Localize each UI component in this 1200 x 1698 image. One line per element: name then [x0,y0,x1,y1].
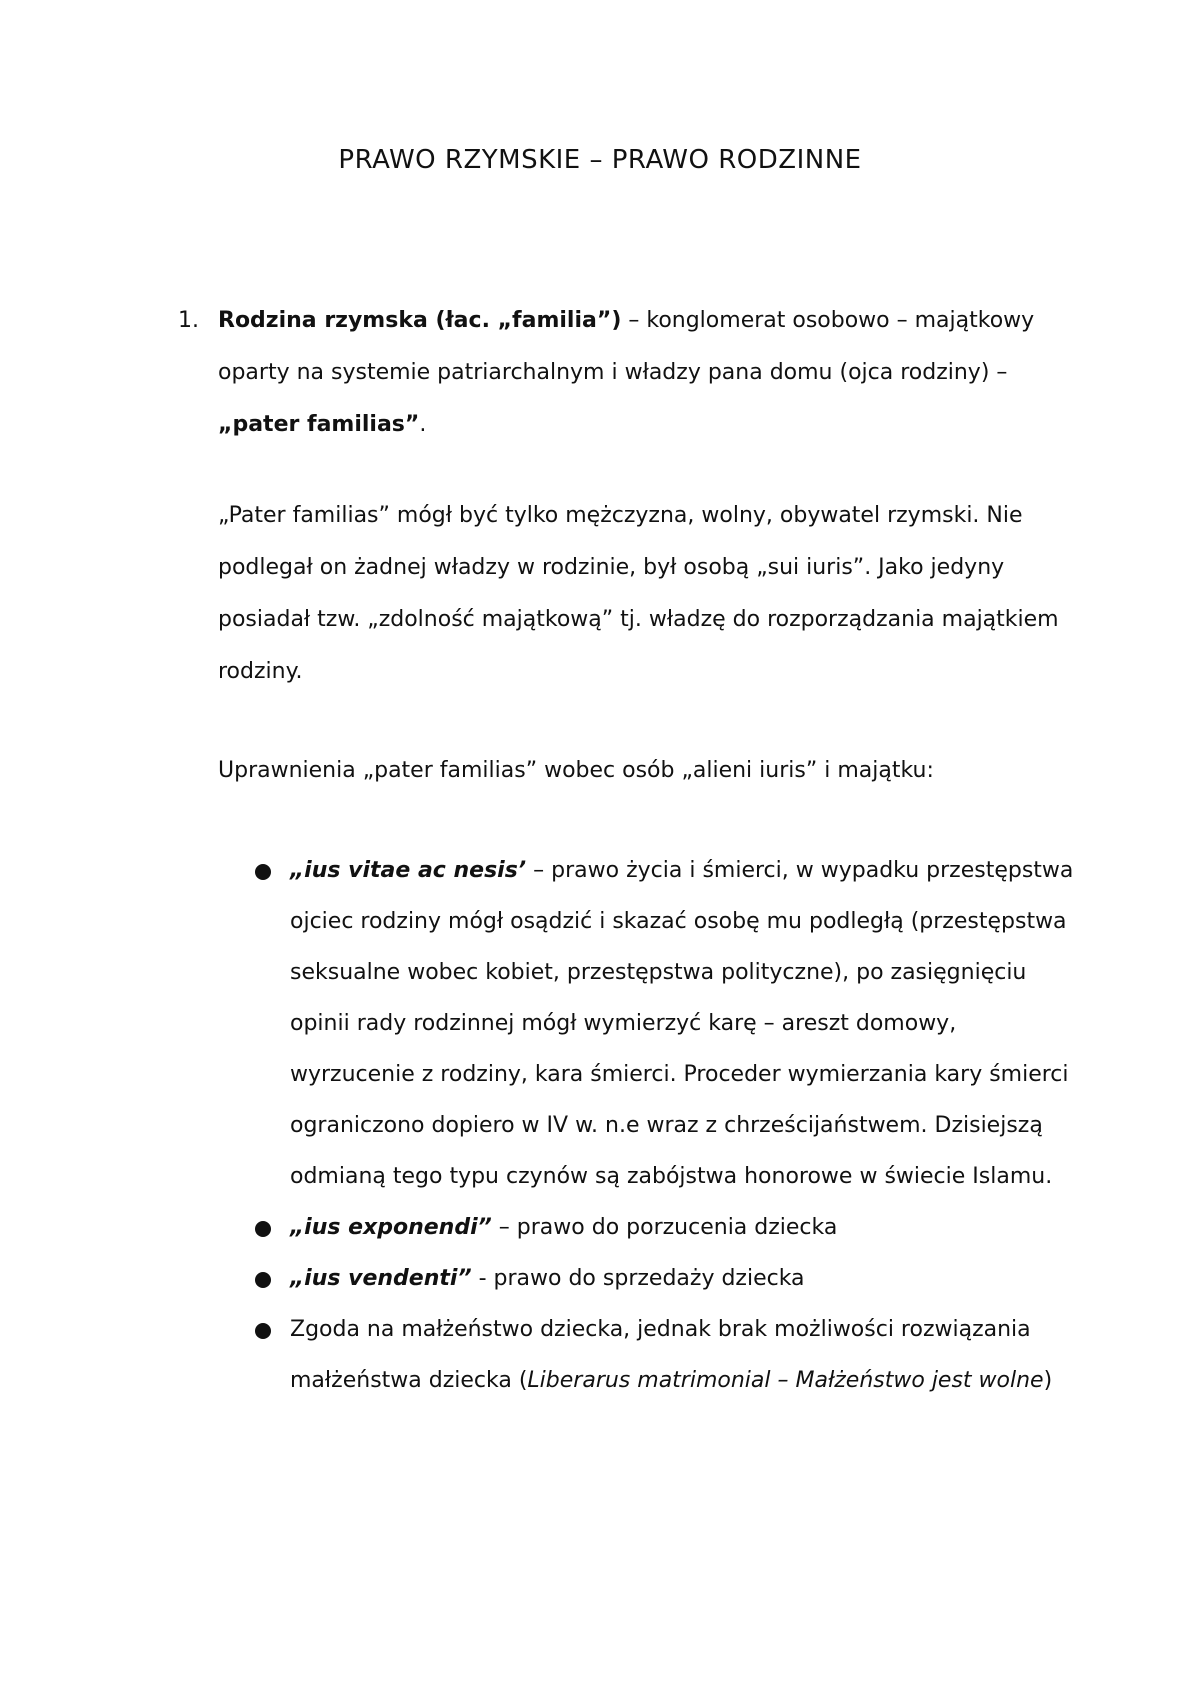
bullet-icon [255,1323,271,1339]
paragraph-uprawnienia: Uprawnienia „pater familias” wobec osób „alieni iuris” i majątku: [218,758,934,783]
bullet-tail: ) [1043,1368,1053,1393]
item-text-b: . [419,412,427,437]
document-title: PRAWO RZYMSKIE – PRAWO RODZINNE [338,145,862,175]
item-term: Rodzina rzymska (łac. „familia”) [218,308,622,333]
list-item [255,1202,1075,1253]
bullet-term: „ius vitae ac nesis’ [290,858,527,883]
bullet-icon [255,1221,271,1237]
bullet-italic-text: Liberarus matrimonial – Małżeństwo jest wolne [527,1368,1044,1393]
item-number: 1. [178,308,199,333]
paragraph-pater-familias: „Pater familias” mógł być tylko mężczyzna, wolny, obywatel rzymski. Nie podlegał on żadnej władzy w rodzinie, był osobą „sui iuris”. Jako jedyny posiadał tzw. „zdolność majątkową” tj. władzę do rozporządzania majątkiem rodziny. [218,503,1059,684]
list-item [255,845,1075,1202]
bullet-text: – prawo życia i śmierci, w wypadku przestępstwa ojciec rodziny mógł osądzić i skazać osobę mu podległą (przestępstwa seksualne wobec kobiet, przestępstwa polityczne), po zasięgnięciu opinii rady rodzinnej mógł wymierzyć karę – areszt domowy, wyrzucenie z rodziny, kara śmierci. Proceder wymierzania kary śmierci ograniczono dopiero w IV w. n.e wraz z chrześcijaństwem. Dzisiejszą odmianą tego typu czynów są zabójstwa honorowe w świecie Islamu. [290,858,1074,1189]
list-item [255,1304,1075,1406]
item-term-2: „pater familias” [218,412,420,437]
item-body [218,295,1078,451]
item-text-a: – konglomerat osobowo – majątkowy oparty na systemie patriarchalnym i władzy pana domu (ojca rodziny) – [218,308,1035,385]
bullet-term: „ius exponendi” [290,1215,492,1240]
rights-list [255,845,1075,1406]
bullet-text: – prawo do porzucenia dziecka [491,1215,838,1240]
bullet-icon [255,864,271,880]
bullet-text: - prawo do sprzedaży dziecka [471,1266,805,1291]
numbered-item-1 [178,295,1078,451]
list-item [255,1253,1075,1304]
bullet-text: Zgoda na małżeństwo dziecka, jednak brak możliwości rozwiązania małżeństwa dziecka ( [290,1317,1031,1393]
bullet-term: „ius vendenti” [290,1266,472,1291]
bullet-icon [255,1272,271,1288]
